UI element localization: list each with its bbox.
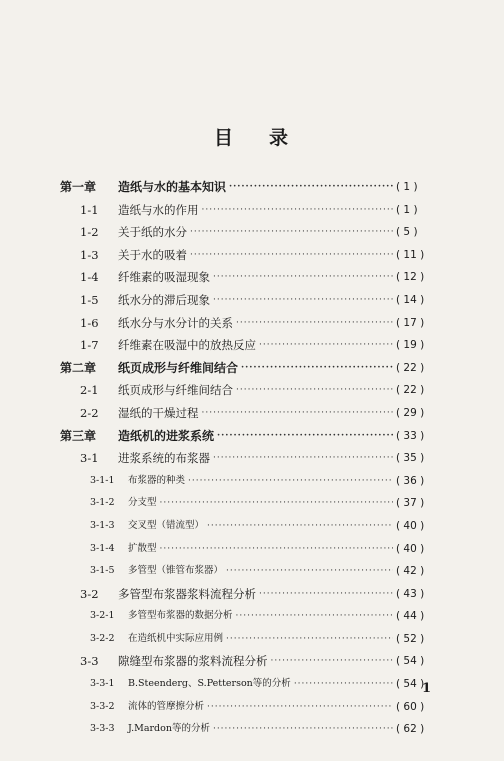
toc-entry-page: ( 36 ) (396, 474, 425, 487)
toc-entry-page: ( 40 ) (396, 519, 425, 532)
toc-entry-title: B.Steenderg、S.Petterson等的分析 (128, 678, 291, 690)
dot-leader (207, 696, 393, 719)
toc-entry-page: ( 60 ) (396, 700, 425, 713)
dot-leader (236, 312, 393, 335)
toc-entry-page: ( 17 ) (396, 316, 425, 329)
toc-entry-sub (60, 538, 440, 561)
dot-leader (213, 289, 393, 312)
toc-entry-number: 3-3-1 (90, 678, 115, 690)
dot-leader (202, 402, 394, 425)
toc-entry-sub (60, 673, 440, 696)
dot-leader (271, 650, 394, 673)
dot-leader (226, 560, 393, 583)
toc-entry-number: 3-1-2 (90, 497, 115, 509)
toc-entry-title: 湿纸的干燥过程 (118, 405, 199, 420)
toc-entry-title: 隙缝型布浆器的浆料流程分析 (118, 654, 268, 669)
toc-entry-section (60, 402, 440, 425)
toc-entry-section (60, 244, 440, 267)
toc-entry-page: ( 1 ) (396, 181, 418, 193)
toc-entry-title: 造纸机的进浆系统 (118, 428, 215, 443)
dot-leader (229, 176, 393, 199)
page-number: 1 (422, 681, 432, 696)
dot-leader (213, 266, 393, 289)
toc-entry-title: 造纸与水的基本知识 (118, 180, 227, 194)
toc-entry-page: ( 19 ) (396, 339, 425, 352)
dot-leader (259, 583, 393, 606)
toc-entry-sub (60, 515, 440, 538)
toc-entry-sub (60, 628, 440, 651)
dot-leader (226, 628, 393, 651)
toc-entry-page: ( 54 ) (396, 655, 425, 668)
toc-entry-section (60, 199, 440, 222)
toc-entry-page: ( 29 ) (396, 406, 425, 419)
toc-entry-title: 关于纸的水分 (118, 225, 187, 240)
toc-entry-title: 纸水分的滞后现象 (118, 292, 210, 307)
toc-title-char-1: 目 (213, 127, 235, 149)
toc-entry-page: ( 1 ) (396, 203, 418, 216)
toc-entry-title: 在造纸机中实际应用例 (128, 632, 224, 644)
toc-entry-number: 3-2-1 (90, 610, 115, 622)
toc-entry-sub (60, 470, 440, 493)
toc-entry-number: 第一章 (60, 180, 97, 194)
toc-entry-page: ( 22 ) (396, 361, 425, 374)
toc-entry-sub (60, 696, 440, 719)
toc-entry-number: 2-1 (80, 383, 99, 398)
toc-title (0, 123, 504, 150)
toc-entry-section (60, 266, 440, 289)
toc-entry-chapter (60, 357, 440, 380)
toc-entry-page: ( 40 ) (396, 542, 425, 555)
toc-entry-page: ( 54 ) (396, 678, 425, 691)
dot-leader (213, 447, 393, 470)
toc-entry-section (60, 379, 440, 402)
toc-entry-title: 布浆器的种类 (128, 474, 186, 486)
toc-entry-number: 3-1-1 (90, 474, 115, 486)
toc-entry-sub (60, 718, 440, 741)
toc-entry-number: 1-6 (80, 315, 99, 330)
toc-entry-sub (60, 605, 440, 628)
toc-entry-section (60, 447, 440, 470)
toc-entry-section (60, 312, 440, 335)
toc-entry-number: 2-2 (80, 405, 99, 420)
toc-entry-title: 纸水分与水分计的关系 (118, 315, 233, 330)
toc-entry-number: 1-7 (80, 338, 99, 353)
dot-leader (241, 357, 393, 380)
toc-entry-number: 3-1 (80, 451, 99, 466)
dot-leader (207, 515, 393, 538)
toc-entry-number: 1-2 (80, 225, 99, 240)
dot-leader (236, 605, 393, 628)
toc-entry-number: 3-3 (80, 654, 99, 669)
toc-entry-number: 1-1 (80, 202, 99, 217)
toc-entry-page: ( 11 ) (396, 248, 425, 261)
toc-entry-number: 1-4 (80, 270, 99, 285)
toc-entry-number: 第三章 (60, 428, 97, 443)
toc-entry-number: 3-1-4 (90, 542, 115, 554)
table-of-contents (60, 176, 440, 741)
dot-leader (202, 199, 394, 222)
toc-entry-page: ( 14 ) (396, 293, 425, 306)
toc-entry-title: 造纸与水的作用 (118, 202, 199, 217)
toc-entry-sub (60, 560, 440, 583)
toc-entry-number: 3-2 (80, 586, 99, 601)
toc-entry-page: ( 37 ) (396, 497, 425, 510)
toc-entry-title: 纤维素在吸湿中的放热反应 (118, 338, 256, 353)
toc-entry-title: 流体的管摩擦分析 (128, 700, 205, 712)
toc-entry-section (60, 221, 440, 244)
dot-leader (188, 470, 393, 493)
dot-leader (160, 538, 393, 561)
toc-entry-page: ( 35 ) (396, 452, 425, 465)
toc-title-char-2: 录 (269, 127, 291, 149)
toc-entry-chapter (60, 176, 440, 199)
toc-entry-number: 3-1-3 (90, 519, 115, 531)
toc-entry-number: 1-5 (80, 292, 99, 307)
toc-entry-page: ( 12 ) (396, 271, 425, 284)
toc-entry-title: 交叉型（错流型） (128, 519, 205, 531)
dot-leader (217, 425, 393, 448)
toc-entry-section (60, 334, 440, 357)
dot-leader (294, 673, 393, 696)
toc-entry-page: ( 43 ) (396, 587, 425, 600)
toc-entry-number: 3-2-2 (90, 632, 115, 644)
toc-entry-page: ( 33 ) (396, 429, 425, 442)
toc-entry-page: ( 42 ) (396, 565, 425, 578)
toc-entry-page: ( 22 ) (396, 384, 425, 397)
dot-leader (213, 718, 393, 741)
dot-leader (190, 221, 393, 244)
toc-entry-number: 1-3 (80, 247, 99, 262)
toc-entry-title: 扩散型 (128, 542, 157, 554)
toc-entry-title: 多管型布浆器浆料流程分析 (118, 586, 256, 601)
toc-entry-title: 分支型 (128, 497, 157, 509)
toc-entry-title: 多管型（锥管布浆器） (128, 565, 224, 577)
dot-leader (190, 244, 393, 267)
toc-entry-sub (60, 492, 440, 515)
toc-entry-title: 纸页成形与纤维间结合 (118, 383, 233, 398)
toc-entry-page: ( 5 ) (396, 226, 418, 239)
toc-entry-page: ( 44 ) (396, 610, 425, 623)
toc-entry-title: 关于水的吸着 (118, 247, 187, 262)
toc-entry-title: 多管型布浆器的数据分析 (128, 610, 233, 622)
toc-entry-number: 3-3-3 (90, 723, 115, 735)
toc-entry-title: J.Mardon等的分析 (128, 723, 210, 735)
toc-entry-chapter (60, 425, 440, 448)
toc-entry-page: ( 52 ) (396, 632, 425, 645)
dot-leader (259, 334, 393, 357)
toc-entry-section (60, 289, 440, 312)
toc-entry-page: ( 62 ) (396, 723, 425, 736)
toc-entry-section (60, 583, 440, 606)
toc-entry-title: 进浆系统的布浆器 (118, 451, 210, 466)
dot-leader (236, 379, 393, 402)
toc-entry-section (60, 650, 440, 673)
toc-entry-title: 纤维素的吸湿现象 (118, 270, 210, 285)
dot-leader (160, 492, 393, 515)
toc-entry-title: 纸页成形与纤维间结合 (118, 360, 239, 375)
toc-entry-number: 第二章 (60, 360, 97, 375)
toc-entry-number: 3-3-2 (90, 700, 115, 712)
toc-entry-number: 3-1-5 (90, 565, 115, 577)
